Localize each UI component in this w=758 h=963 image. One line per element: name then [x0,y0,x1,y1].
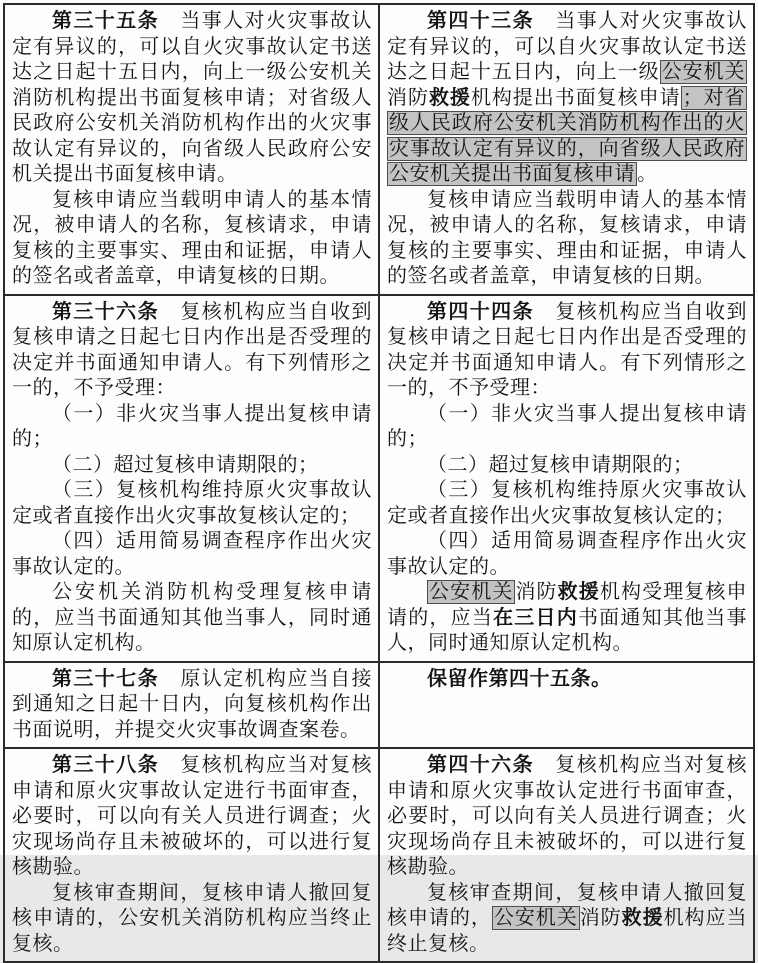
text-run: 当事人对火灾事故认定有异议的，可以自火灾事故认定书送达之日起十五日内，向上一级 [387,10,748,83]
paragraph [12,529,372,580]
text-run: 复核审查期间，复核申请人撤回复核申请的，公安机关消防机构应当终止复核。 [12,881,372,955]
highlighted-revision-text: 公安机关 [493,907,578,929]
cell-article-45-note [379,662,754,749]
cell-article-36-old [4,295,379,662]
text-run: 复核机构应当对复核申请和原火灾事故认定进行书面审查，必要时，可以向有关人员进行调查；火灾现场尚存且未被破坏的，可以进行复核勘验。 [12,754,373,878]
paragraph [12,9,372,188]
paragraph [387,667,747,693]
cell-article-43-new [379,4,754,295]
text-run: （一）非火灾当事人提出复核申请的； [12,402,372,450]
table-row [4,662,754,749]
paragraph [387,9,747,188]
cell-article-44-new [379,295,754,662]
text-run: 复核机构应当对复核申请和原火灾事故认定进行书面审查，必要时，可以向有关人员进行调查；火灾现场尚存且未被破坏的，可以进行复核勘验。 [387,754,748,878]
paragraph [387,881,747,958]
paragraph [12,580,372,657]
bold-inserted-text: 保留作第四十五条。 [427,667,612,690]
paragraph [12,667,372,744]
comparison-table-body [4,4,754,962]
bold-inserted-text: 救援 [557,581,600,603]
text-run: 复核申请应当载明申请人的基本情况，被申请人的名称，复核请求，申请复核的主要事实、理由和证据，申请人的签名或者盖章，申请复核的日期。 [12,188,372,287]
text-run: 复核申请应当载明申请人的基本情况，被申请人的名称，复核请求，申请复核的主要事实、理由和证据，申请人的签名或者盖章，申请复核的日期。 [387,188,747,287]
text-run: 公安机关消防机构受理复核申请的，应当书面通知其他当事人，同时通知原认定机构。 [12,581,372,654]
bold-inserted-text: 在三日内 [493,606,578,629]
cell-article-46-new [379,748,754,962]
paragraph [12,881,372,958]
text-run: （一）非火灾当事人提出复核申请的； [387,402,747,450]
text-run: 。 [637,163,658,185]
text-run: 原认定机构应当自接到通知之日起十日内，向复核机构作出书面说明，并提交火灾事故调查案卷。 [12,667,373,741]
highlighted-revision-text: ；对省级人民政府公安机关消防机构作出的火灾事故认定有异议的，向省级人民政府公安机关提出书面复核申请 [389,86,745,185]
paragraph [387,478,747,529]
text-run: 消防 [387,86,429,109]
bold-inserted-text: 第三十六条 [52,300,159,323]
cell-article-38-old [4,748,379,962]
paragraph [387,580,747,657]
paragraph [12,478,372,529]
paragraph [12,453,372,479]
table-row [4,4,754,295]
text-run: （四）适用简易调查程序作出火灾事故认定的。 [12,530,372,578]
paragraph [387,529,747,580]
text-run: 复核审查期间，复核申请人撤回复核申请的， [387,881,747,929]
text-run: 机构应当终止复核。 [387,907,747,955]
text-run: 机构受理复核申请的，应当 [387,581,748,629]
text-run: （三）复核机构维持原火灾事故认定或者直接作出火灾事故复核认定的； [12,479,372,527]
table-row [4,295,754,662]
paragraph [387,188,747,290]
bold-inserted-text: 第三十五条 [52,10,159,32]
bold-inserted-text: 救援 [621,907,664,929]
text-run: （三）复核机构维持原火灾事故认定或者直接作出火灾事故复核认定的； [387,479,747,527]
comparison-table [3,3,755,963]
cell-article-35-old [4,4,379,295]
paragraph [12,188,372,290]
text-run: （二）超过复核申请期限的； [52,453,319,476]
text-run: （二）超过复核申请期限的； [427,453,694,476]
text-run: 当事人对火灾事故认定有异议的，可以自火灾事故认定书送达之日起十五日内，向上一级公安机关消防机构提出书面复核申请；对省级人民政府公安机关消防机构作出的火灾事故认定有异议的，向省级人民政府公安机关提出书面复核申请。 [12,10,373,185]
text-run: （四）适用简易调查程序作出火灾事故认定的。 [387,530,747,578]
bold-inserted-text: 第三十七条 [52,667,159,690]
paragraph [387,453,747,479]
bold-inserted-text: 第三十八条 [52,754,159,776]
text-run: 复核机构应当自收到复核申请之日起七日内作出是否受理的决定并书面通知申请人。有下列情形之一的，不予受理： [387,300,748,399]
paragraph [387,300,747,402]
highlighted-revision-text: 公安机关 [429,581,514,603]
bold-inserted-text: 第四十三条 [427,10,534,32]
cell-article-37-old [4,662,379,749]
bold-inserted-text: 第四十六条 [427,754,534,776]
highlighted-revision-text: 公安机关 [661,61,745,83]
text-run: 机构提出书面复核申请 [470,86,681,109]
paragraph [387,753,747,881]
paragraph [12,402,372,453]
text-run: 消防 [579,907,622,929]
text-run: 消防 [515,581,558,603]
bold-inserted-text: 救援 [428,86,471,109]
text-run: 复核机构应当自收到复核申请之日起七日内作出是否受理的决定并书面通知申请人。有下列情形之一的，不予受理： [12,300,373,399]
paragraph [12,300,372,402]
text-run: 书面通知其他当事人，同时通知原认定机构。 [387,606,747,654]
paragraph [387,402,747,453]
paragraph [12,753,372,881]
bold-inserted-text: 第四十四条 [427,300,534,323]
table-row [4,748,754,962]
